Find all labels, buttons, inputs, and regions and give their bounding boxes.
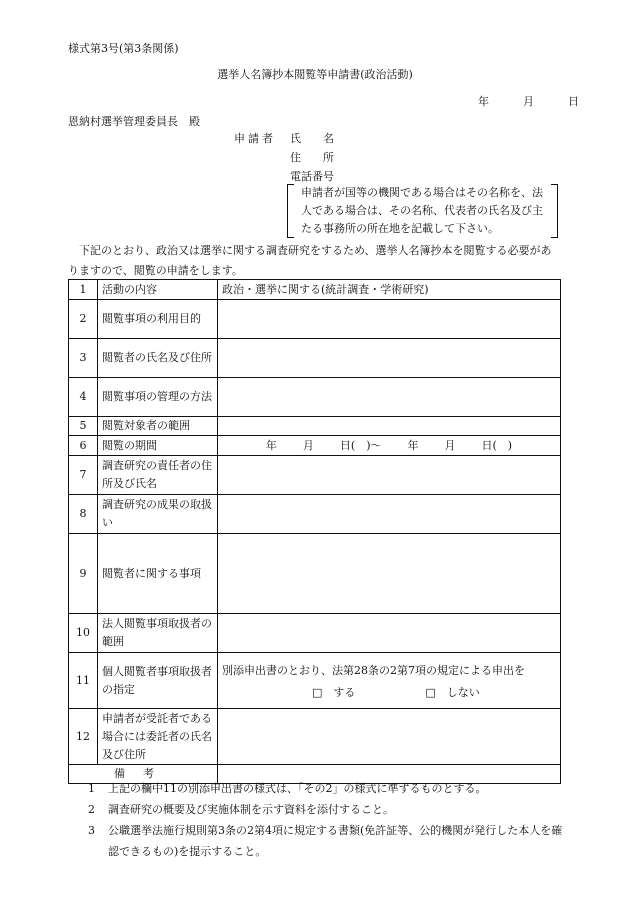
table-row (69, 280, 561, 300)
note-number: 1 (88, 782, 95, 795)
table-row (69, 709, 561, 765)
applicant-label: 申請者 (234, 132, 276, 145)
period-end-year: 年 (407, 438, 419, 452)
note-item (88, 820, 568, 862)
period-start-month: 月 (302, 438, 314, 452)
bracket-left (287, 184, 294, 238)
table-row (69, 534, 561, 614)
row-label: 閲覧の期間 (98, 436, 218, 456)
note-number: 2 (88, 803, 95, 816)
table-row (69, 614, 561, 653)
remarks-label: 備考 (69, 765, 218, 784)
row-number: 3 (69, 339, 98, 378)
application-table (68, 279, 561, 784)
row-label: 閲覧対象者の範囲 (98, 417, 218, 436)
consignor-field[interactable] (218, 709, 561, 765)
period-end-month: 月 (444, 438, 456, 452)
table-row (69, 339, 561, 378)
row-number: 10 (69, 614, 98, 653)
table-row (69, 495, 561, 534)
individual-handler-field (218, 653, 561, 709)
row-label: 法人閲覧事項取扱者の範囲 (98, 614, 218, 653)
row-number: 9 (69, 534, 98, 614)
table-row (69, 653, 561, 709)
date-day: 日 (568, 95, 579, 108)
row-label: 申請者が受託者である場合には委託者の氏名及び住所 (98, 709, 218, 765)
option-no-checkbox[interactable]: □ しない (425, 685, 480, 699)
addressee: 恩納村選挙管理委員長 殿 (68, 115, 200, 128)
row-number: 12 (69, 709, 98, 765)
row-number: 1 (69, 280, 98, 300)
row-label: 閲覧者の氏名及び住所 (98, 339, 218, 378)
purpose-field[interactable] (218, 300, 561, 339)
research-results-field[interactable] (218, 495, 561, 534)
viewing-period-field[interactable] (218, 436, 561, 456)
page-title: 選挙人名簿抄本閲覧等申請書(政治活動) (217, 68, 413, 81)
management-method-field[interactable] (218, 378, 561, 417)
row-label: 活動の内容 (98, 280, 218, 300)
viewer-name-address-field[interactable] (218, 339, 561, 378)
date-month: 月 (523, 95, 534, 108)
period-start-day: 日( )～ (339, 438, 382, 452)
date-line (478, 93, 579, 109)
form-number: 様式第3号(第3条関係) (68, 42, 179, 55)
table-row (69, 436, 561, 456)
row-number: 7 (69, 456, 98, 495)
applicant-address-label: 住 所 (290, 151, 334, 164)
row-number: 2 (69, 300, 98, 339)
period-start-year: 年 (265, 438, 277, 452)
row-number: 11 (69, 653, 98, 709)
date-year: 年 (478, 95, 489, 108)
period-end-day: 日( ) (481, 438, 513, 452)
row11-text: 別添申出書のとおり、法第28条の2第7項の規定による申出を (222, 663, 525, 677)
note-text: 上記の欄中11の別添申出書の様式は、「その2」の様式に準ずるものとする。 (108, 782, 487, 795)
row-label: 調査研究の成果の取扱い (98, 495, 218, 534)
row-label: 個人閲覧者事項取扱者の指定 (98, 653, 218, 709)
option-yes-checkbox[interactable]: □ する (312, 685, 356, 699)
row-label: 閲覧者に関する事項 (98, 534, 218, 614)
corporate-handler-field[interactable] (218, 614, 561, 653)
table-row (69, 300, 561, 339)
research-lead-field[interactable] (218, 456, 561, 495)
viewer-matters-field[interactable] (218, 534, 561, 614)
row-number: 8 (69, 495, 98, 534)
note-text: 調査研究の概要及び実施体制を示す資料を添付すること。 (108, 803, 394, 816)
table-row (69, 456, 561, 495)
note-number: 3 (88, 824, 95, 837)
applicant-block (234, 129, 334, 186)
target-range-field[interactable] (218, 417, 561, 436)
row11-options (222, 684, 556, 702)
activity-content-value[interactable]: 政治・選挙に関する(統計調査・学術研究) (218, 280, 561, 300)
intro-text: 下記のとおり、政治又は選挙に関する調査研究をするため、選挙人名簿抄本を閲覧する必要がありますので、閲覧の申請をします。 (68, 244, 552, 277)
applicant-note-bracket (287, 184, 558, 238)
row-number: 4 (69, 378, 98, 417)
note-text: 公職選挙法施行規則第3条の2第4項に規定する書類(免許証等、公的機関が発行した本人を確認できるもの)を提示すること。 (108, 824, 563, 858)
row-label: 閲覧事項の管理の方法 (98, 378, 218, 417)
applicant-name-label: 氏 名 (290, 132, 334, 145)
row-label: 調査研究の責任者の住所及び氏名 (98, 456, 218, 495)
period-line (222, 437, 556, 455)
note-item (88, 778, 568, 799)
row-number: 6 (69, 436, 98, 456)
row-number: 5 (69, 417, 98, 436)
notes-list (88, 778, 568, 862)
table-row (69, 417, 561, 436)
row-label: 閲覧事項の利用目的 (98, 300, 218, 339)
applicant-note: 申請者が国等の機関である場合はその名称を、法人である場合は、その名称、代表者の氏名及び主たる事務所の所在地を記載して下さい。 (301, 186, 543, 235)
note-item (88, 799, 568, 820)
applicant-phone-label: 電話番号 (290, 170, 334, 183)
table-row (69, 378, 561, 417)
